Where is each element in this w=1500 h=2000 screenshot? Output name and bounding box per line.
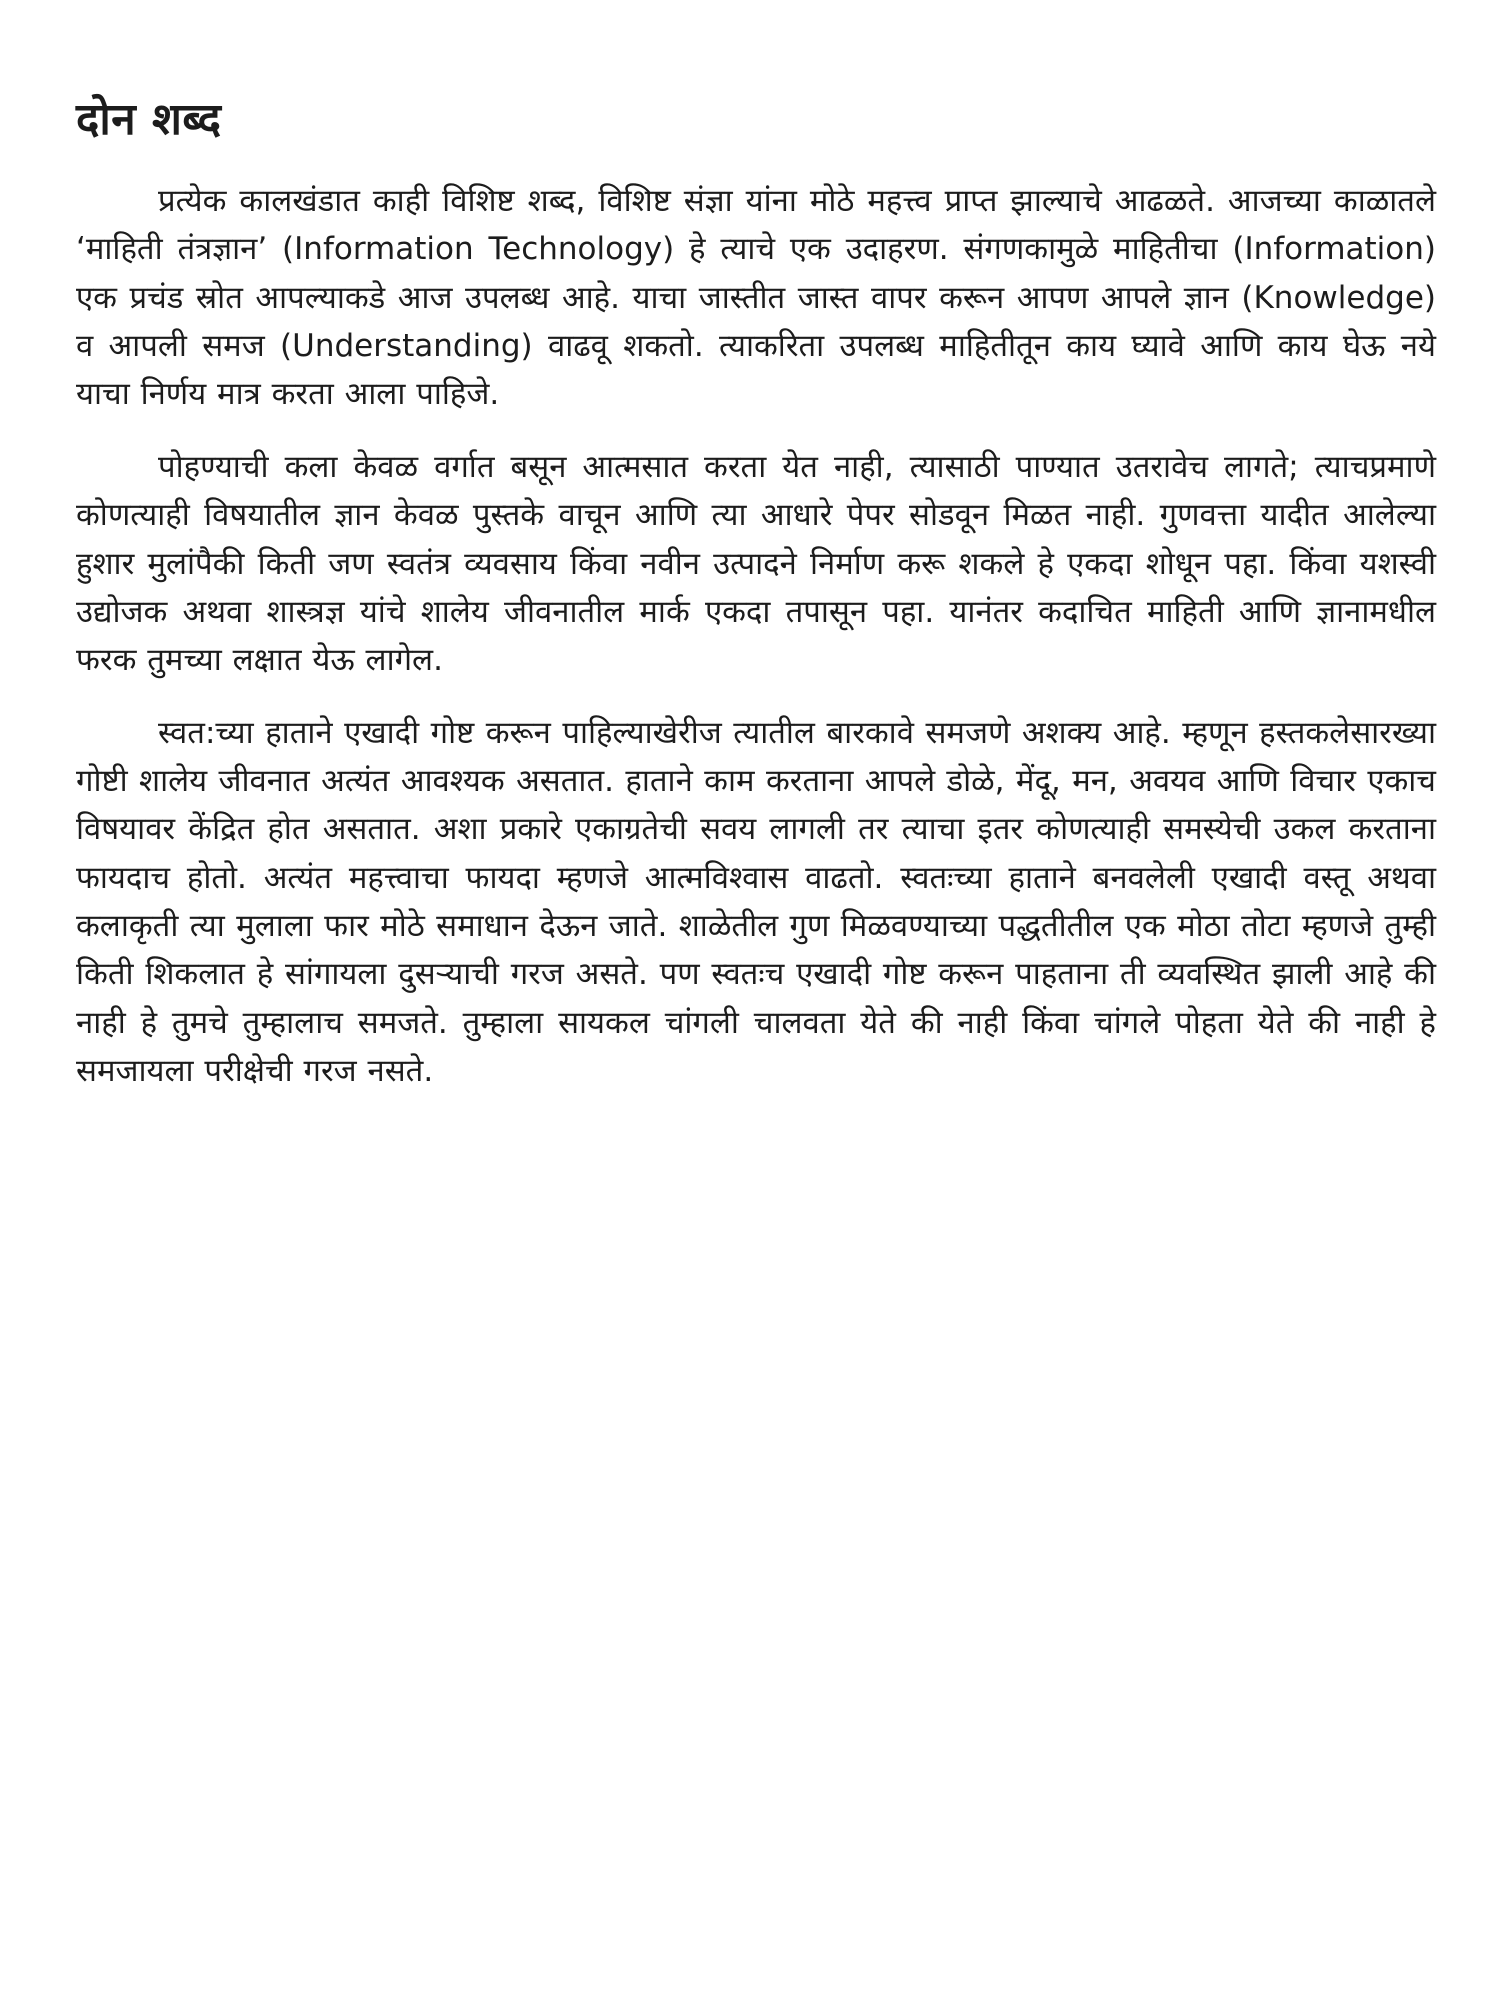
paragraph-swimming-knowledge: पोहण्याची कला केवळ वर्गात बसून आत्मसात करता येत नाही, त्यासाठी पाण्यात उतरावेच लागते; त्याचप्रमाणे कोणत्याही विषयातील ज्ञान केवळ पुस्तके वाचून आणि त्या आधारे पेपर सोडवून मिळत नाही. गुणवत्ता यादीत आलेल्या हुशार मुलांपैकी किती जण स्वतंत्र व्यवसाय किंवा नवीन उत्पादने निर्माण करू शकले हे एकदा शोधून पहा. किंवा यशस्वी उद्योजक अथवा शास्त्रज्ञ यांचे शालेय जीवनातील मार्क एकदा तपासून पहा. यानंतर कदाचित माहिती आणि ज्ञानामधील फरक तुमच्या लक्षात येऊ लागेल.: [76, 448, 1436, 679]
paragraph-information-technology: प्रत्येक कालखंडात काही विशिष्ट शब्द, विशिष्ट संज्ञा यांना मोठे महत्त्व प्राप्त झाल्याचे आढळते. आजच्या काळातले ‘माहिती तंत्रज्ञान’ (Information Technology) हे त्याचे एक उदाहरण. संगणकामुळे माहितीचा (Information) एक प्रचंड स्रोत आपल्याकडे आज उपलब्ध आहे. याचा जास्तीत जास्त वापर करून आपण आपले ज्ञान (Knowledge) व आपली समज (Understanding) वाढवू शकतो. त्याकरिता उपलब्ध माहितीतून काय घ्यावे आणि काय घेऊ नये याचा निर्णय मात्र करता आला पाहिजे.: [76, 183, 1436, 413]
page-title: दोन शब्द: [76, 94, 222, 145]
document-page: [76, 92, 1436, 1952]
paragraph-handwork-self-learning: स्वत:च्या हाताने एखादी गोष्ट करून पाहिल्याखेरीज त्यातील बारकावे समजणे अशक्य आहे. म्हणून हस्तकलेसारख्या गोष्टी शालेय जीवनात अत्यंत आवश्यक असतात. हाताने काम करताना आपले डोळे, मेंदू, मन, अवयव आणि विचार एकाच विषयावर केंद्रित होत असतात. अशा प्रकारे एकाग्रतेची सवय लागली तर त्याचा इतर कोणत्याही समस्येची उकल करताना फायदाच होतो. अत्यंत महत्त्वाचा फायदा म्हणजे आत्मविश्वास वाढतो. स्वतःच्या हाताने बनवलेली एखादी वस्तू अथवा कलाकृती त्या मुलाला फार मोठे समाधान देऊन जाते. शाळेतील गुण मिळवण्याच्या पद्धतीतील एक मोठा तोटा म्हणजे तुम्ही किती शिकलात हे सांगायला दुसऱ्याची गरज असते. पण स्वतःच एखादी गोष्ट करून पाहताना ती व्यवस्थित झाली आहे की नाही हे तुमचे तुम्हालाच समजते. तुम्हाला सायकल चांगली चालवता येते की नाही किंवा चांगले पोहता येते की नाही हे समजायला परीक्षेची गरज नसते.: [76, 714, 1436, 1090]
